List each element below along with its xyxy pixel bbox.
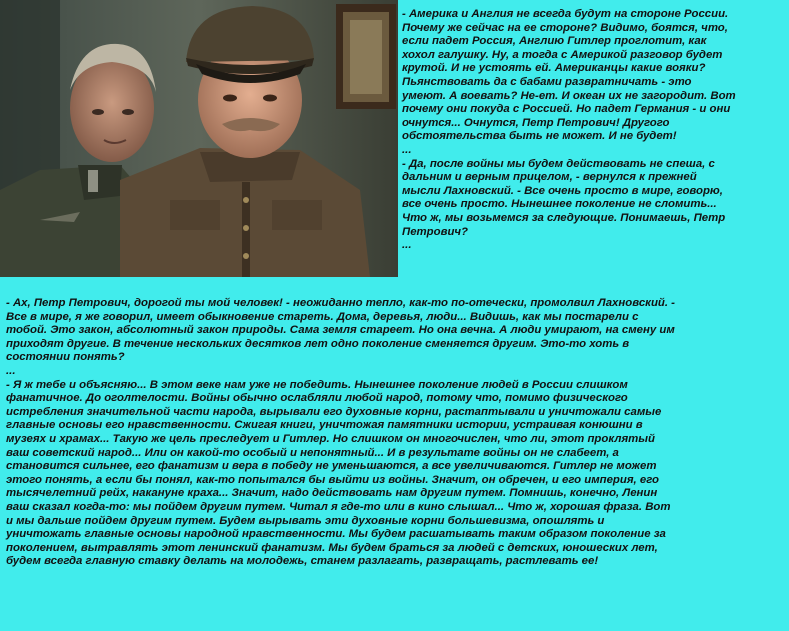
- bottom-ellipsis: ...: [6, 364, 16, 377]
- bottom-quote-section: [6, 297, 785, 569]
- bottom-paragraph-2: - Я ж тебе и объясняю... В этом веке нам уже не победить. Нынешнее поколение людей в России слишком фанатичное. До оголтелости. Войны обычно ослабляли любой народ, потому что, помимо физического истребления значительной части народа, вырывали его духовные корни, растаптывали и уничтожали самые главные основы его нравственности. Сжигая книги, уничтожая памятники истории, устраивая конюшни в музеях и храмах... Такую же цель преследует и Гитлер. Но слишком он многочислен, что ли, этот проклятый ваш советский народ... Или он какой-то особый и непонятный... И в результате войны он не слабеет, а становится сильнее, его фанатизм и вера в победу не уменьшаются, а все увеличиваются. Гитлер не может этого понять, а если бы понял, как-то попытался бы выйти из войны. Значит, он обречен, и его империя, его тысячелетний рейх, накануне краха... Значит, надо действовать нам другим путем. Помнишь, конечно, Ленин ваш сказал когда-то: мы пойдем другим путем. Читал я где-то или в кино слышал... Что ж, хорошая фраза. Вот и мы дальше пойдем другим путем. Будем вырывать эти духовные корни большевизма, опошлять и уничтожать главные основы народной нравственности. Мы будем расшатывать таким образом поколение за поколением, вытравлять этот ленинский фанатизм. Мы будем браться за людей с детских, юношеских лет, будем всегда главную ставку делать на молодежь, станем разлагать, развращать, растлевать ее!: [6, 378, 671, 568]
- right-paragraph-2: - Да, после войны мы будем действовать не спеша, с дальним и верным прицелом, - вернулся к прежней мысли Лахновский. - Все очень просто в мире, говорю, все очень просто. Нынешнее поколение не сломить... Что ж, мы возьмемся за следующие. Понимаешь, Петр Петрович?: [402, 157, 726, 238]
- right-paragraph-1: - Америка и Англия не всегда будут на стороне России. Почему же сейчас на ее стороне? Видимо, боятся, что, если падет Россия, Англию Гитлер проглотит, как хохол галушку. Ну, а тогда с Америкой разговор будет крутой. И не устоять ей. Американцы какие вояки? Пьянствовать да с бабами развратничать - это умеют. А воевать? Не-ет. И океан их не загородит. Вот почему они покуда с Россией. Но падет Германия - и они очнутся... Очнутся, Петр Петрович! Другого обстоятельства быть не может. И не будет!: [402, 8, 736, 143]
- bottom-paragraph-1: - Ах, Петр Петрович, дорогой ты мой человек! - неожиданно тепло, как-то по-отечески, промолвил Лахновский. - Все в мире, я же говорил, имеет обыкновение стареть. Дома, деревья, люди... Видишь, как мы постарели с тобой. Это закон, абсолютный закон природы. Сама земля стареет. Но она вечна. А люди умирают, на смену им приходят другие. В течение нескольких десятков лет одно поколение сменяется другим. Это-то хоть в состоянии понять?: [6, 297, 675, 364]
- film-still-image: [0, 0, 398, 277]
- film-still-illustration: [0, 0, 398, 277]
- right-ellipsis-1: ...: [402, 143, 412, 156]
- right-quote-column: [402, 8, 784, 253]
- right-ellipsis-2: ...: [402, 239, 412, 252]
